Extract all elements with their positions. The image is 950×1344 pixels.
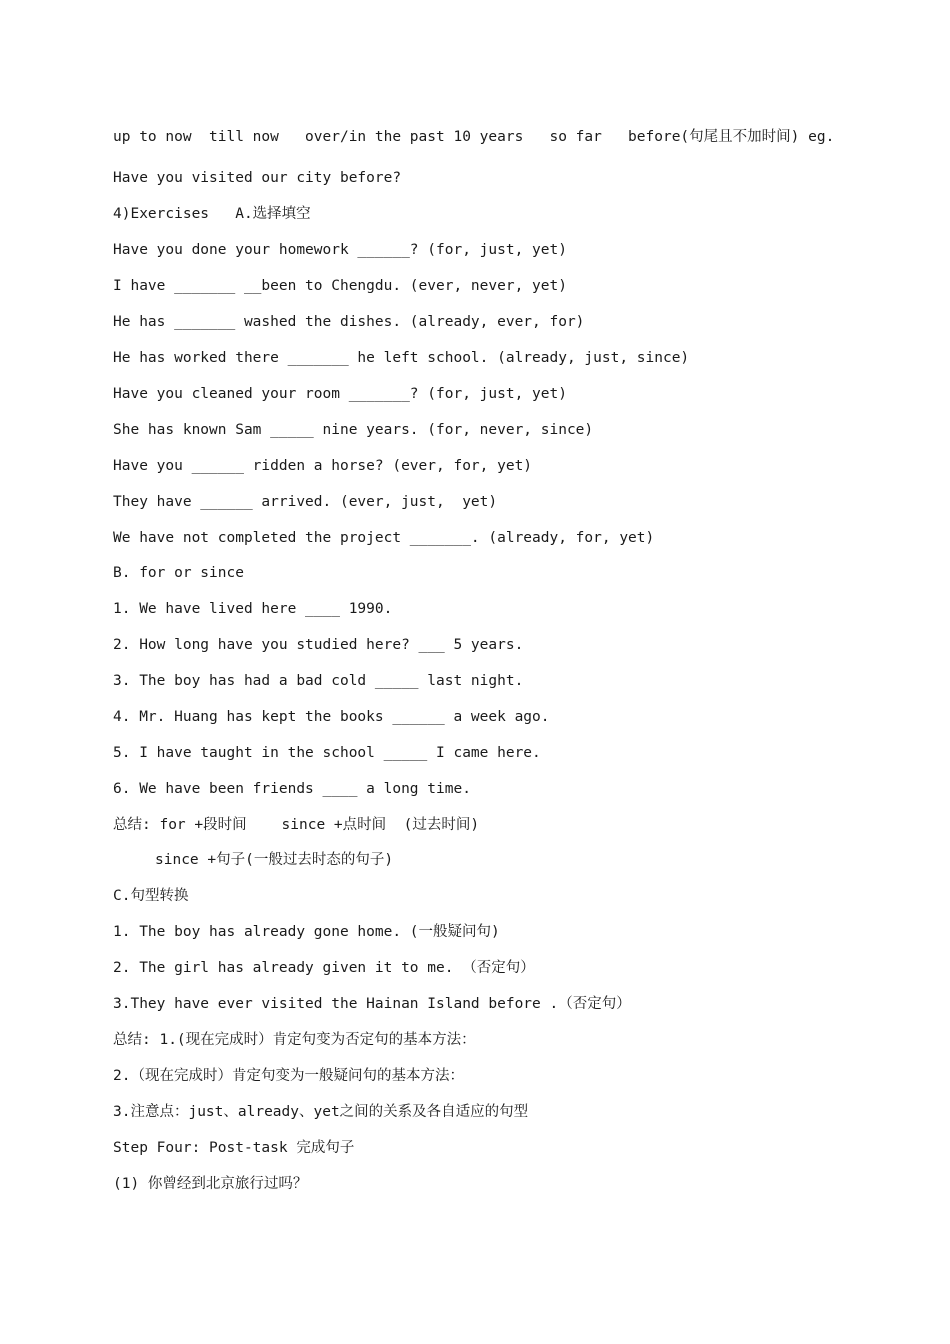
- exercise-item: We have not completed the project _______. (already, for, yet): [113, 530, 655, 546]
- exercise-item: 3.They have ever visited the Hainan Island before .（否定句）: [113, 996, 631, 1012]
- exercise-item: He has worked there _______ he left school. (already, just, since): [113, 350, 690, 366]
- summary-line: 总结: for +段时间 since +点时间 (过去时间): [113, 817, 480, 833]
- exercise-item: 2. How long have you studied here? ___ 5 years.: [113, 637, 524, 653]
- summary-line: since +句子(一般过去时态的句子): [155, 852, 394, 868]
- text-line: Have you visited our city before?: [113, 170, 402, 186]
- exercise-item: 1. We have lived here ____ 1990.: [113, 601, 393, 617]
- exercise-item: She has known Sam _____ nine years. (for, never, since): [113, 422, 594, 438]
- exercise-item: Have you ______ ridden a horse? (ever, for, yet): [113, 458, 533, 474]
- section-heading: 4)Exercises A.选择填空: [113, 206, 311, 222]
- exercise-item: (1) 你曾经到北京旅行过吗？: [113, 1176, 308, 1192]
- section-heading: B. for or since: [113, 565, 244, 581]
- exercise-item: 3. The boy has had a bad cold _____ last night.: [113, 673, 524, 689]
- section-heading: C.句型转换: [113, 888, 189, 904]
- exercise-item: He has _______ washed the dishes. (already, ever, for): [113, 314, 585, 330]
- section-heading: Step Four: Post-task 完成句子: [113, 1140, 355, 1156]
- exercise-item: 6. We have been friends ____ a long time.: [113, 781, 471, 797]
- exercise-item: They have ______ arrived. (ever, just, yet): [113, 494, 498, 510]
- summary-line: 3.注意点：just、already、yet之间的关系及各自适应的句型: [113, 1104, 529, 1120]
- exercise-item: 4. Mr. Huang has kept the books ______ a week ago.: [113, 709, 550, 725]
- exercise-item: Have you done your homework ______? (for, just, yet): [113, 242, 567, 258]
- exercise-item: 2. The girl has already given it to me. （否定句）: [113, 960, 535, 976]
- exercise-item: Have you cleaned your room _______? (for, just, yet): [113, 386, 567, 402]
- exercise-item: 1. The boy has already gone home. (一般疑问句): [113, 924, 500, 940]
- exercise-item: I have _______ __been to Chengdu. (ever, never, yet): [113, 278, 567, 294]
- summary-line: 2.（现在完成时）肯定句变为一般疑问句的基本方法：: [113, 1068, 464, 1084]
- text-line: up to now till now over/in the past 10 years so far before(句尾且不加时间) eg.: [113, 129, 835, 145]
- summary-line: 总结: 1.(现在完成时）肯定句变为否定句的基本方法：: [113, 1032, 476, 1048]
- exercise-item: 5. I have taught in the school _____ I came here.: [113, 745, 541, 761]
